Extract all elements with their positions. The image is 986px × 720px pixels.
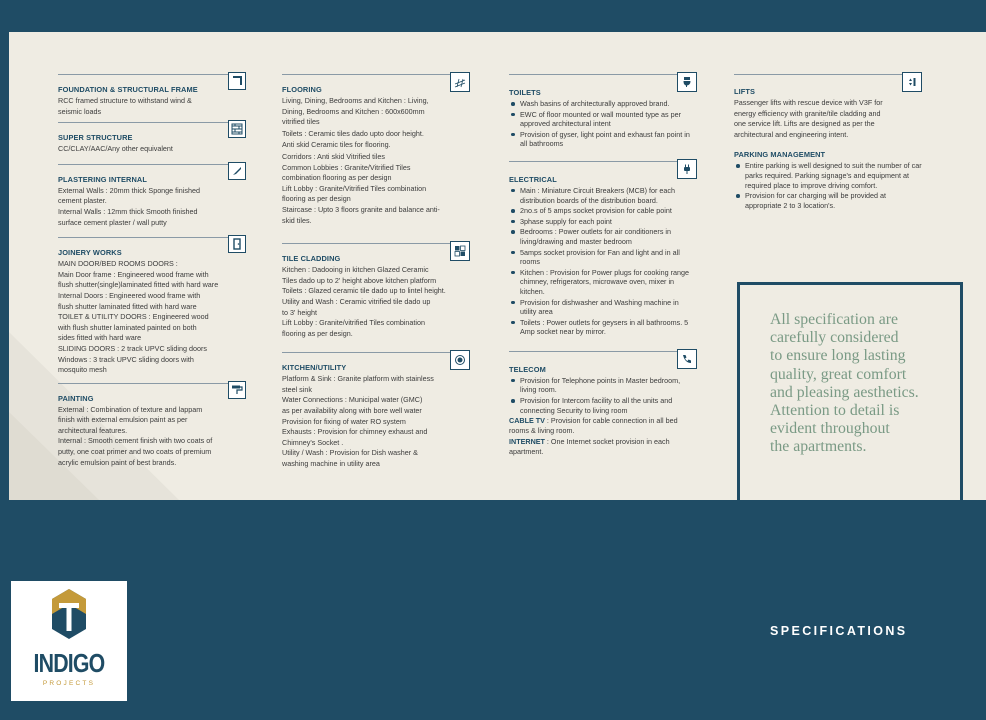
toilets-section: [509, 74, 697, 149]
list-item: 5amps socket provision for Fan and light and in all rooms: [509, 248, 697, 267]
text-line: Utility / Wash : Provision for Dish washer &: [282, 448, 418, 458]
text-line: Living, Dining, Bedrooms and Kitchen : Living,: [282, 96, 429, 105]
divider: [509, 351, 697, 352]
text-line: Dining, Bedrooms and Kitchen : 600x600mm: [282, 106, 425, 116]
text-line: MAIN DOOR/BED ROOMS DOORS :: [58, 259, 178, 269]
divider: [58, 122, 246, 123]
text-line: flush shutter laminated fitted with hard ware: [58, 301, 197, 311]
kitchen-utility-section: [282, 352, 470, 468]
text-line: seismic loads: [58, 106, 102, 116]
list-item: Kitchen : Provision for Power plugs for cooking range chimney, refrigerators, microwave oven, mixer in kitchen.: [509, 268, 697, 297]
list-item: Provision of gyser, light point and exhaust fan point in all bathrooms: [509, 130, 697, 149]
section-title: TELECOM: [509, 364, 546, 374]
page-title: SPECIFICATIONS: [770, 624, 908, 638]
list-item: 3phase supply for each point: [509, 217, 697, 227]
electrical-list: [509, 186, 697, 337]
text-line: energy efficiency with granite/tile cladding and: [734, 108, 881, 118]
list-item: Provision for car charging will be provided at appropriate 2 to 3 location's.: [734, 191, 922, 210]
divider: [282, 74, 470, 75]
cable-tv-text: [509, 416, 697, 435]
section-title: FOUNDATION & STRUCTURAL FRAME: [58, 85, 198, 94]
list-item: Provision for dishwasher and Washing machine in utility area: [509, 298, 697, 317]
divider: [282, 352, 470, 353]
text-line: Tiles dado up to 2' height above kitchen platform: [282, 275, 437, 285]
quote-line: Attention to detail is: [770, 402, 900, 420]
text-line: mosquito mesh: [58, 365, 107, 375]
text-line: with flush shutter laminated painted on both: [58, 322, 197, 332]
text-line: Chimney's Socket .: [282, 437, 344, 447]
paint-roller-icon: [228, 381, 246, 399]
text-line: Provision for fixing of water RO system: [282, 416, 406, 426]
section-title: PARKING MANAGEMENT: [734, 150, 826, 160]
list-item: Bedrooms : Power outlets for air conditioners in living/drawing and master bedroom: [509, 227, 697, 246]
toilet-icon: [677, 72, 697, 92]
floor-tiles-icon: [450, 72, 470, 92]
text-line: architectural and engineering intent.: [734, 129, 849, 139]
divider: [58, 237, 246, 238]
parking-section: [734, 150, 922, 210]
text-line: SLIDING DOORS : 2 track UPVC sliding doors: [58, 343, 207, 353]
text-line: acrylic emulsion paint of best brands.: [58, 457, 177, 467]
quote-line: and pleasing aesthetics.: [770, 383, 919, 401]
list-item: Toilets : Power outlets for geysers in all bathrooms. 5 Amp socket near by mirror.: [509, 318, 697, 337]
text-line: Internal Walls : 12mm thick Smooth finished: [58, 206, 198, 216]
list-item: Main : Miniature Circuit Breakers (MCB) for each distribution boards of the distribution board.: [509, 186, 697, 205]
list-item: EWC of floor mounted or wall mounted type as per approved architectural intent: [509, 110, 697, 129]
divider: [58, 74, 246, 75]
text-line: vitrified tiles: [282, 117, 320, 127]
text-line: Exhausts : Provision for chimney exhaust and: [282, 427, 428, 437]
text-line: flooring as per design: [282, 194, 351, 204]
text-line: Lift Lobby : Granite/vitrified Tiles combination: [282, 318, 426, 328]
divider: [58, 383, 246, 384]
section-title: SUPER STRUCTURE: [58, 133, 133, 143]
door-icon: [228, 235, 246, 253]
plug-icon: [677, 159, 697, 179]
text-line: Windows : 3 track UPVC sliding doors with: [58, 354, 194, 364]
text-line: finish with external emulsion paint as per: [58, 415, 188, 425]
text-line: Corridors : Anti skid Vitrified tiles: [282, 151, 385, 161]
indigo-logo: [11, 581, 127, 701]
brick-wall-icon: [228, 120, 246, 138]
column-4: [734, 74, 922, 211]
text-line: architectural features.: [58, 425, 128, 435]
text-line: Staircase : Upto 3 floors granite and balance anti-: [282, 204, 440, 214]
text-line: Kitchen : Dadooing in kitchen Glazed Ceramic: [282, 265, 429, 275]
cable-tv-label: CABLE TV: [509, 416, 545, 426]
superstructure-section: [58, 122, 246, 154]
internet-text: [509, 437, 697, 456]
plastering-section: [58, 164, 246, 227]
text-line: Common Lobbies : Granite/Vitrified Tiles: [282, 162, 411, 172]
list-item: Provision for Intercom facility to all the units and connecting Security to living room: [509, 396, 697, 415]
text-line: steel sink: [282, 384, 312, 394]
text-line: RCC framed structure to withstand wind &: [58, 96, 192, 105]
telephone-icon: [677, 349, 697, 369]
section-title: TOILETS: [509, 88, 541, 97]
text-line: CC/CLAY/AAC/Any other equivalent: [58, 144, 173, 154]
lifts-section: [734, 74, 922, 139]
quote-text: [770, 311, 960, 457]
divider: [58, 164, 246, 165]
text-line: Toilets : Glazed ceramic tile dado up to lintel height.: [282, 286, 446, 296]
painting-section: [58, 383, 246, 468]
text-line: TOILET & UTILITY DOORS : Engineered wood: [58, 312, 209, 322]
text-line: Lift Lobby : Granite/Vitrified Tiles combination: [282, 183, 427, 193]
text-line: External : Combination of texture and lappam: [58, 404, 203, 414]
divider: [509, 74, 697, 75]
list-item: Wash basins of architecturally approved brand.: [509, 99, 697, 109]
lift-icon: [902, 72, 922, 92]
text-line: Water Connections : Municipal water (GMC): [282, 395, 423, 405]
logo-name: INDIGO: [33, 648, 105, 678]
text-line: putty, one coat primer and two coats of premium: [58, 447, 212, 457]
trowel-icon: [228, 162, 246, 180]
section-title: PLASTERING INTERNAL: [58, 174, 147, 184]
text-line: Platform & Sink : Granite platform with stainless: [282, 374, 434, 384]
list-item: 2no.s of 5 amps socket provision for cable point: [509, 206, 697, 216]
stove-icon: [450, 350, 470, 370]
section-title: ELECTRICAL: [509, 174, 557, 184]
section-title: FLOORING: [282, 85, 322, 94]
quote-line: quality, great comfort: [770, 365, 907, 383]
text-line: flush shutter(single)laminated fitted with hard ware: [58, 280, 219, 290]
text-line: External Walls : 20mm thick Sponge finished: [58, 185, 200, 195]
flooring-section: [282, 74, 470, 225]
section-title: PAINTING: [58, 393, 94, 403]
tile-cladding-section: [282, 243, 470, 338]
divider: [734, 74, 922, 75]
text-line: Anti skid Ceramic tiles for flooring.: [282, 140, 391, 150]
text-line: Internal Doors : Engineered wood frame with: [58, 290, 201, 300]
quote-line: carefully considered: [770, 329, 899, 347]
section-title: JOINERY WORKS: [58, 248, 122, 258]
column-frame-icon: [228, 72, 246, 90]
text-line: washing machine in utility area: [282, 459, 380, 469]
cable-tv-detail: : Provision for cable connection in all bed rooms & living room.: [509, 416, 678, 435]
text-line: cement plaster.: [58, 196, 107, 206]
text-line: surface cement plaster / wall putty: [58, 217, 167, 227]
internet-detail: : One Internet socket provision in each apartment.: [509, 437, 670, 457]
internet-label: INTERNET: [509, 437, 545, 447]
text-line: Passenger lifts with rescue device with V3F for: [734, 98, 883, 107]
quote-line: to ensure long lasting: [770, 347, 906, 365]
quote-box: [737, 282, 963, 502]
quote-line: the apartments.: [770, 438, 867, 456]
foundation-section: [58, 74, 246, 116]
text-line: skid tiles.: [282, 215, 312, 225]
tile-grid-icon: [450, 241, 470, 261]
section-title: LIFTS: [734, 87, 756, 96]
text-line: combination flooring as per design: [282, 173, 392, 183]
column-2: [282, 74, 470, 470]
column-3: [509, 74, 697, 457]
divider: [509, 161, 697, 162]
list-item: Provision for Telephone points in Master bedroom, living room.: [509, 376, 697, 395]
quote-line: All specification are: [770, 311, 899, 328]
parking-list: [734, 161, 922, 210]
text-line: Utility and Wash : Ceramic vitrified tile dado up: [282, 296, 431, 306]
column-1: [58, 74, 246, 468]
divider: [282, 243, 470, 244]
list-item: Entire parking is well designed to suit the number of car parks required. Parking signage's and equipment at required place to improve driving comfort.: [734, 161, 922, 190]
electrical-section: [509, 161, 697, 337]
text-line: sides fitted with hard ware: [58, 333, 142, 343]
section-title: TILE CLADDING: [282, 254, 341, 264]
text-line: to 3' height: [282, 307, 317, 317]
text-line: flooring as per design.: [282, 328, 353, 338]
toilets-list: [509, 99, 697, 149]
text-line: one service lift. Lifts are designed as per the: [734, 119, 875, 129]
joinery-section: [58, 237, 246, 375]
text-line: Main Door frame : Engineered wood frame with: [58, 269, 209, 279]
telecom-section: [509, 351, 697, 457]
quote-line: evident throughout: [770, 420, 890, 438]
text-line: Toilets : Ceramic tiles dado upto door height.: [282, 128, 424, 138]
telecom-list: [509, 376, 697, 415]
text-line: Internal : Smooth cement finish with two coats of: [58, 436, 213, 446]
text-line: as per availability along with bore well water: [282, 406, 422, 416]
hexagon-logo-icon: [50, 587, 88, 641]
logo-subtitle: PROJECTS: [42, 680, 96, 687]
section-title: KITCHEN/UTILITY: [282, 363, 347, 373]
